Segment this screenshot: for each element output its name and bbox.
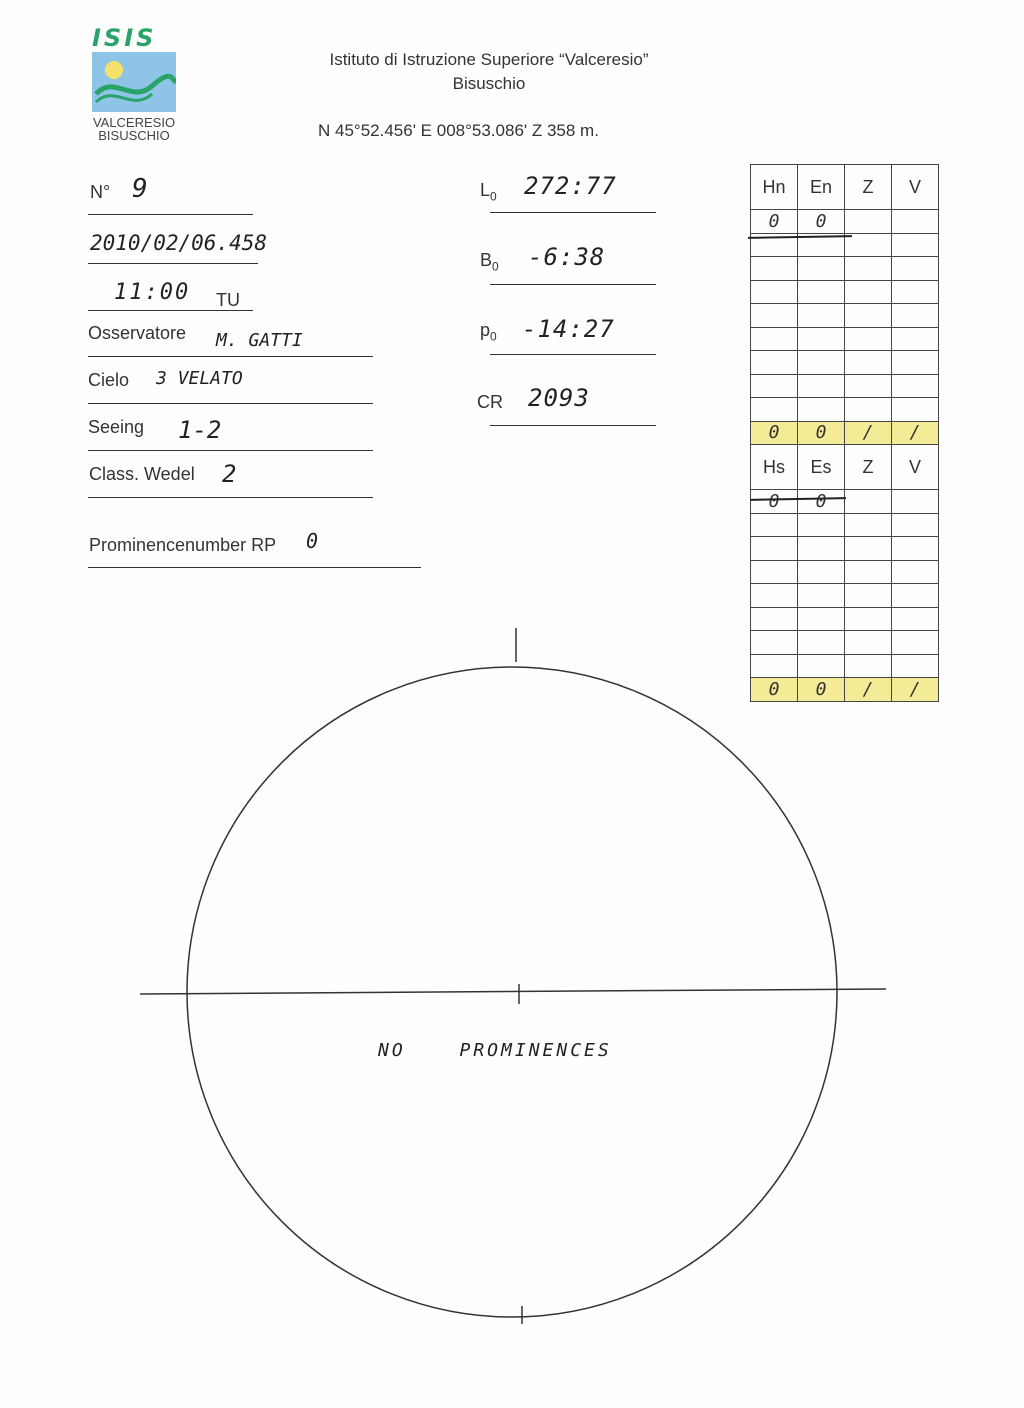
table-header-row	[751, 165, 939, 210]
wedel-value: 2	[222, 460, 239, 488]
table-cell: 0	[751, 421, 798, 445]
table-header-hn: Hn	[751, 165, 798, 210]
table-cell: 0	[751, 678, 798, 702]
observer-label: Osservatore	[88, 323, 187, 343]
table-row	[751, 584, 939, 608]
table-cell: 0	[751, 210, 798, 234]
date-value: 2010/02/06.458	[90, 231, 268, 255]
time-value: 11:00	[114, 280, 191, 305]
l0-label: $L_0$	[480, 180, 497, 204]
station-coords: N 45°52.456' E 008°53.086' Z 358 m.	[318, 121, 599, 140]
time-unit: TU	[216, 290, 240, 310]
sky-label: Cielo	[88, 370, 130, 390]
logo-image	[92, 52, 176, 112]
logo-wave-icon	[92, 52, 176, 112]
logo-top-text: ISIS	[92, 24, 157, 52]
table-header-v: V	[892, 445, 939, 490]
table-cell	[892, 490, 939, 514]
seeing-label: Seeing	[88, 417, 145, 437]
wedel-label: Class. Wedel	[89, 464, 195, 484]
table-row	[751, 398, 939, 422]
equator-line	[140, 989, 886, 994]
institute-name: Istituto di Istruzione Superiore “Valceresio”	[329, 50, 649, 69]
table-cell: /	[845, 678, 892, 702]
table-cell: 0	[798, 421, 845, 445]
table-row	[751, 304, 939, 328]
sky-value: 3 VELATO	[156, 368, 243, 389]
table-row	[751, 490, 939, 514]
table-cell	[845, 210, 892, 234]
number-value: 9	[132, 174, 150, 204]
table-cell	[845, 490, 892, 514]
table-row	[751, 351, 939, 375]
table-header-en: En	[798, 165, 845, 210]
cr-value: 2093	[528, 384, 590, 412]
table-row	[751, 327, 939, 351]
solar-disk-diagram	[130, 620, 900, 1332]
table-row	[751, 560, 939, 584]
table-row	[751, 513, 939, 537]
p0-label: $p_0$	[480, 320, 497, 344]
number-label: N°	[90, 182, 111, 202]
table-cell: /	[845, 421, 892, 445]
cr-label: CR	[477, 392, 503, 412]
table-row	[751, 210, 939, 234]
table-cell	[892, 210, 939, 234]
table-cell: 0	[798, 210, 845, 234]
table-header-row	[751, 445, 939, 490]
table-cell: /	[892, 421, 939, 445]
observer-value: M. GATTI	[216, 330, 303, 351]
seeing-value: 1-2	[178, 416, 222, 444]
table-header-v: V	[892, 165, 939, 210]
p0-value: -14:27	[522, 315, 615, 343]
table-header-z: Z	[845, 165, 892, 210]
prominence-value: 0	[306, 529, 321, 553]
table-cell: 0	[798, 678, 845, 702]
logo-line2: BISUSCHIO	[98, 128, 170, 143]
institute-town: Bisuschio	[452, 74, 526, 93]
b0-label: $B_0$	[480, 250, 499, 274]
table-header-hs: Hs	[751, 445, 798, 490]
table-cell: /	[892, 678, 939, 702]
table-row	[751, 537, 939, 561]
prominence-label: Prominencenumber RP	[89, 535, 277, 555]
table-header-z: Z	[845, 445, 892, 490]
disk-note: NO PROMINENCES	[378, 1040, 612, 1061]
table-row	[751, 374, 939, 398]
table-row	[751, 257, 939, 281]
logo-line1: VALCERESIO	[92, 115, 176, 130]
b0-value: -6:38	[528, 243, 606, 271]
table-cell: 0	[798, 490, 845, 514]
table-cell: 0	[751, 490, 798, 514]
table-row	[751, 280, 939, 304]
table-header-es: Es	[798, 445, 845, 490]
table-total-row	[751, 421, 939, 445]
l0-value: 272:77	[524, 172, 617, 200]
